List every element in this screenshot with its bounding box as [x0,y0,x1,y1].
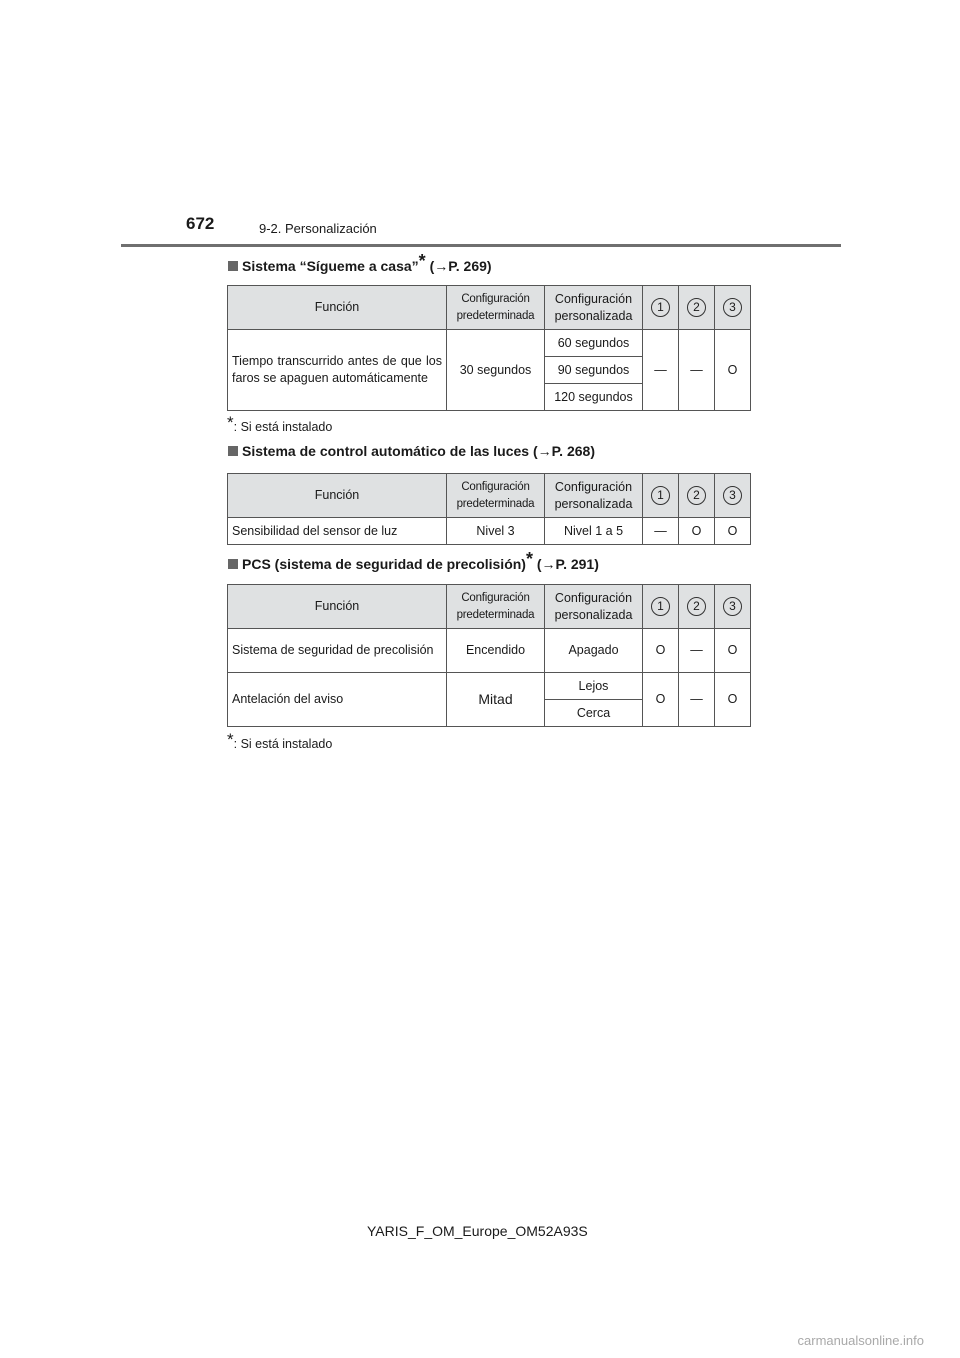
header-function: Función [228,286,447,330]
cell-col-2: — [679,673,715,727]
table-row [228,673,751,700]
heading-title: PCS (sistema de seguridad de precolisión) [242,556,526,572]
cell-function: Tiempo transcurrido antes de que los faros se apaguen automáticamente [228,330,447,411]
header-function: Función [228,474,447,518]
footnote-text: : Si está instalado [233,737,333,751]
header-default-setting: Configuración predeterminada [447,286,545,330]
table-header-row [228,474,751,518]
asterisk-icon: * [418,251,426,271]
footnote-text: : Si está instalado [233,420,333,434]
cell-col-1: O [643,673,679,727]
heading-title: Sistema “Sígueme a casa” [242,258,419,274]
cell-col-3: O [715,673,751,727]
footnote [227,413,333,436]
header-col-2 [679,585,715,629]
header-col-1 [643,585,679,629]
cell-option: 90 segundos [545,357,643,384]
bullet-square-icon [228,446,238,456]
cell-default: 30 segundos [447,330,545,411]
table-row [228,518,751,545]
section-heading-auto-lights [228,443,595,459]
table-header-row [228,585,751,629]
footnote [227,730,333,753]
header-col-1 [643,474,679,518]
settings-table-pcs [227,584,751,727]
circled-3-icon: 3 [723,486,742,505]
cell-function: Sensibilidad del sensor de luz [228,518,447,545]
cell-option: 120 segundos [545,384,643,411]
table-row [228,629,751,673]
header-col-3 [715,474,751,518]
header-col-2 [679,286,715,330]
circled-3-icon: 3 [723,298,742,317]
header-col-1 [643,286,679,330]
cell-option: 60 segundos [545,330,643,357]
cell-function: Sistema de seguridad de precolisión [228,629,447,673]
header-rule [121,244,841,247]
cell-default: Encendido [447,629,545,673]
header-custom-setting: Configuración personalizada [545,585,643,629]
circled-2-icon: 2 [687,486,706,505]
header-custom-setting: Configuración personalizada [545,474,643,518]
circled-2-icon: 2 [687,597,706,616]
table-row [228,330,751,357]
cell-col-2: — [679,330,715,411]
cell-custom: Apagado [545,629,643,673]
bullet-square-icon [228,261,238,271]
section-label: 9-2. Personalización [259,221,377,236]
page-reference[interactable]: (→P. 268) [532,443,595,459]
cell-col-2: — [679,629,715,673]
bullet-square-icon [228,559,238,569]
header-col-3 [715,585,751,629]
cell-col-1: — [643,518,679,545]
circled-1-icon: 1 [651,298,670,317]
watermark: carmanualsonline.info [797,1333,924,1348]
cell-col-3: O [715,330,751,411]
cell-custom: Nivel 1 a 5 [545,518,643,545]
header-col-3 [715,286,751,330]
document-id: YARIS_F_OM_Europe_OM52A93S [367,1223,588,1239]
cell-col-2: O [679,518,715,545]
cell-default: Mitad [447,673,545,727]
asterisk-icon: * [227,413,234,432]
header-col-2 [679,474,715,518]
cell-col-1: O [643,629,679,673]
cell-col-1: — [643,330,679,411]
header-default-setting: Configuración predeterminada [447,585,545,629]
cell-col-3: O [715,629,751,673]
section-heading-pcs [228,549,599,574]
header-default-setting: Configuración predeterminada [447,474,545,518]
circled-3-icon: 3 [723,597,742,616]
page-number: 672 [186,214,215,233]
header-function: Función [228,585,447,629]
cell-default: Nivel 3 [447,518,545,545]
page-reference[interactable]: (→P. 291) [536,556,599,572]
page-reference[interactable]: (→P. 269) [429,258,492,274]
cell-function: Antelación del aviso [228,673,447,727]
circled-1-icon: 1 [651,597,670,616]
heading-title: Sistema de control automático de las luces [242,443,530,459]
settings-table-auto-lights [227,473,751,545]
settings-table-follow-me-home [227,285,751,411]
circled-1-icon: 1 [651,486,670,505]
header-custom-setting: Configuración personalizada [545,286,643,330]
table-header-row [228,286,751,330]
cell-option: Cerca [545,700,643,727]
asterisk-icon: * [525,549,533,569]
cell-option: Lejos [545,673,643,700]
cell-col-3: O [715,518,751,545]
asterisk-icon: * [227,730,234,749]
section-heading-follow-me-home [228,251,492,276]
circled-2-icon: 2 [687,298,706,317]
